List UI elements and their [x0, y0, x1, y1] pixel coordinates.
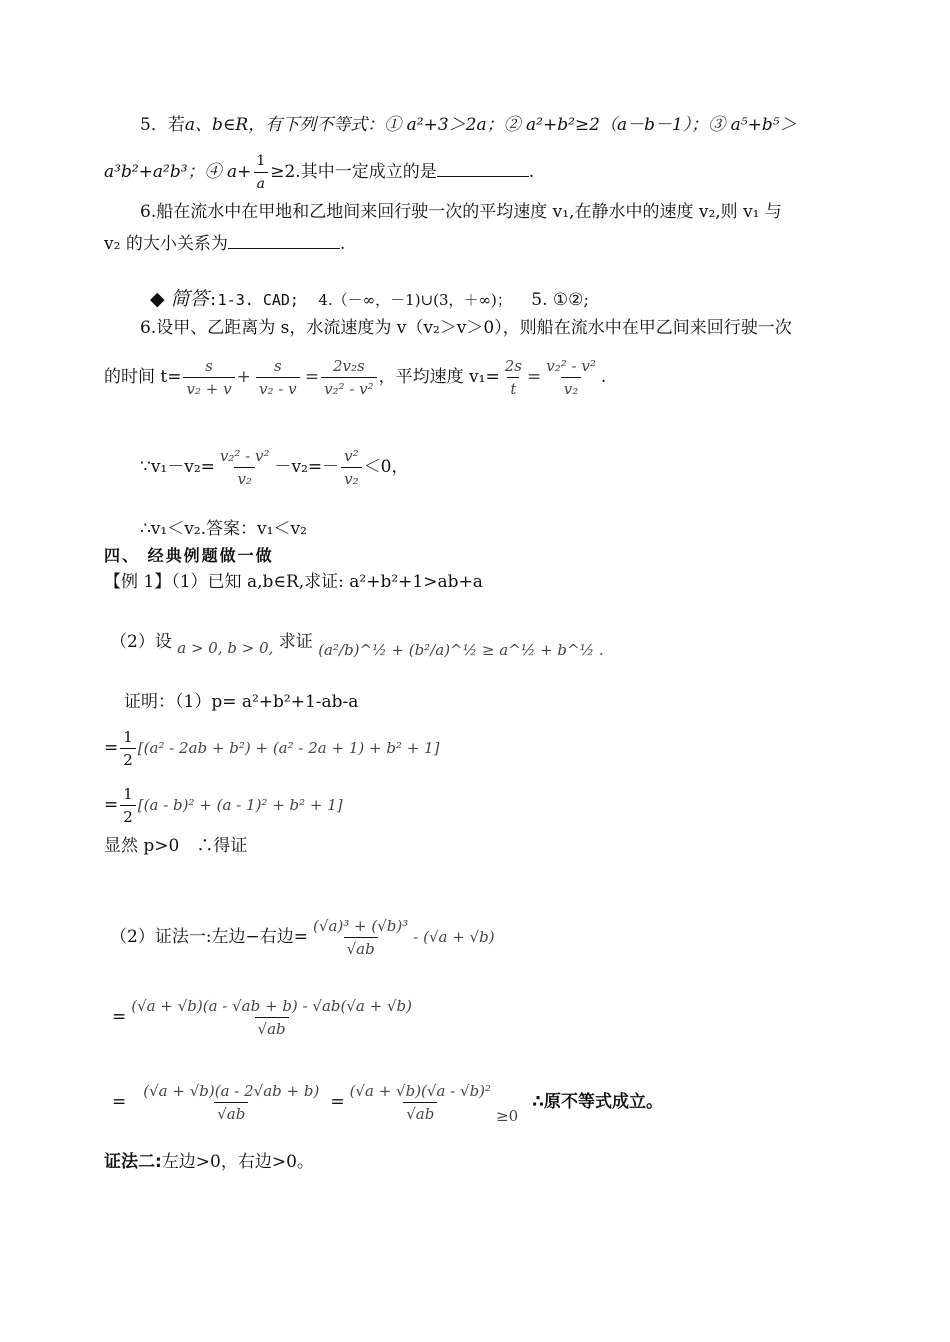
ex1-p2-frac1-num: (√a)³ + (√b)³: [313, 917, 409, 935]
ex1-p2-frac3-num: (√a + √b)(a - 2√ab + b): [143, 1082, 320, 1100]
sol6-line3: [140, 445, 409, 490]
sol6-line1-text: 6.设甲、乙距离为 s，水流速度为 v（v₂＞v＞0），则船在流水中在甲乙间来回行驶一次: [140, 318, 792, 338]
q5-frac-den: a: [254, 172, 268, 195]
ex1-half-num-1: 1: [123, 728, 133, 746]
sol6-frac6-num: v₂² - v²: [219, 447, 270, 465]
sol6-end: .: [600, 367, 607, 387]
ex1-half-num-2: 1: [123, 785, 133, 803]
sol6-line2-prefix: 的时间 t=: [104, 367, 182, 387]
sol6-frac6: [217, 445, 273, 490]
q5-frac-num: 1: [256, 153, 266, 169]
ex1-p2-line1: [110, 915, 495, 960]
ex1-p2-frac4: [347, 1080, 494, 1125]
sol6-line3-end: ＜0，: [363, 457, 409, 477]
ex1-part2-expr: (a²/b)^½ + (b²/a)^½ ≥ a^½ + b^½ .: [318, 641, 604, 659]
q5-line2-b: ≥2.其中一定成立的是: [270, 162, 437, 182]
brief-text2: 4.（－∞，－1)∪(3，＋∞)；: [318, 291, 512, 309]
sol6-frac6-den: v₂: [234, 467, 255, 490]
sol6-line2: 的时间 t= $\frac{s}{\text{v₂ + v}}$ + $\frac{s}{\text{v₂ - v}}$ = $\frac{\text{2v₂s}}{\text{v₂² - v²}}$ ，平均速度 v₁= $\frac{2s}{t}$ = $\frac{\text{v₂² - v²}}{\text{v₂}}$ .: [104, 357, 607, 398]
brief-label: ◆ 简答: [150, 288, 209, 310]
sol6-frac3-den: v₂² - v²: [321, 377, 377, 400]
sol6-frac3: [321, 355, 377, 400]
ex1-p2-l3-eq2: =: [330, 1092, 345, 1112]
ex1-method2-label: 证法二:: [104, 1152, 162, 1172]
ex1-proof-l2: [104, 726, 439, 771]
ex1-p2-conclusion: ∴原不等式成立。: [532, 1092, 663, 1112]
ex1-p2-frac3: [140, 1080, 322, 1125]
ex1-part2: [110, 630, 604, 659]
ex1-p2-line2: [112, 995, 417, 1040]
ex1-p2-tail: - (√a + √b): [413, 928, 495, 946]
sol6-frac7-num: v²: [344, 447, 359, 465]
q5-answer-blank: [437, 158, 529, 177]
ex1-proof-l3: [104, 783, 343, 828]
ex1-p2-frac2: [128, 995, 415, 1040]
ex1-proof-l4: [104, 834, 247, 858]
ex1-p2-line3: [112, 1080, 663, 1125]
sol6-frac7: [341, 445, 362, 490]
sol6-frac2-num: s: [273, 357, 282, 375]
ex1-p2-frac4-den: √ab: [403, 1102, 437, 1125]
q5-line2-end: .: [528, 162, 535, 182]
brief-text3: 5. ①②;: [531, 290, 590, 310]
ex1-proof-l4-text: 显然 p>0 ∴得证: [104, 836, 248, 856]
sol6-frac1: [183, 355, 234, 400]
q6-line1: [140, 200, 782, 224]
sol6-mid: ，平均速度 v₁=: [378, 367, 500, 387]
q6-line2: [104, 230, 345, 256]
sol6-line3-prefix: ∵v₁－v₂=: [140, 457, 215, 477]
ex1-proof-label-text: 证明：（1）p= a²+b²+1-ab-a: [124, 692, 359, 712]
ex1-p2-l3-eq: =: [112, 1092, 127, 1112]
sol6-line4: [140, 517, 307, 541]
ex1-part1: [104, 570, 483, 594]
sol6-frac4-den: t: [507, 377, 519, 400]
ex1-p2-l2-eq: =: [112, 1007, 127, 1027]
ex1-part2-mid: 求证: [278, 632, 313, 652]
sol6-frac1-num: s: [205, 357, 213, 375]
ex1-method2-text: 左边>0，右边>0。: [161, 1152, 314, 1172]
q6-line2-text: v₂ 的大小关系为: [104, 234, 228, 254]
sol6-frac1-den: v₂ + v: [183, 377, 234, 400]
ex1-proof-l2-expr: [(a² - 2ab + b²) + (a² - 2a + 1) + b² + 1]: [137, 739, 440, 757]
sol6-frac5: [543, 355, 599, 400]
q5-line1-text: a、b∈R，有下列不等式：① a²+3＞2a；② a²+b²≥2（a－b－1）；③ a⁵+b⁵＞: [184, 115, 797, 135]
q5-line2: [104, 150, 534, 195]
sol6-line1: [140, 316, 792, 340]
q5-prefix: 5．若: [140, 115, 185, 135]
sol6-frac4-num: 2s: [504, 357, 522, 375]
sol6-frac5-den: v₂: [561, 377, 582, 400]
ex1-half-den-1: 2: [120, 748, 136, 771]
sol6-frac5-num: v₂² - v²: [546, 357, 596, 375]
sol6-frac2-den: v₂ - v: [256, 377, 300, 400]
sol6-plus: +: [236, 367, 251, 387]
sol6-line3-mid: －v₂=－: [274, 457, 340, 477]
ex1-p2-prefix: （2）证法一:左边−右边=: [110, 927, 309, 947]
brief-answers: [150, 287, 589, 312]
sol6-eq: =: [304, 367, 320, 387]
ex1-p2-frac1-den: √ab: [344, 937, 378, 960]
section-title: 四、 经典例题做一做: [104, 546, 274, 565]
q6-answer-blank: [228, 230, 340, 249]
q5-line1: [140, 113, 797, 137]
sol6-frac3-num: 2v₂s: [332, 357, 365, 375]
ex1-half-frac-2: [120, 783, 136, 828]
ex1-p2-frac1: [310, 915, 411, 960]
q6-line2-end: .: [339, 234, 346, 254]
q5-fraction: [253, 150, 268, 195]
ex1-half-den-2: 2: [120, 805, 136, 828]
ex1-proof-l2-eq: =: [104, 738, 119, 758]
ex1-p2-frac3-den: √ab: [214, 1102, 248, 1125]
q5-line2-a: a³b²+a²b³；④ a+: [104, 162, 252, 182]
ex1-p2-frac2-num: (√a + √b)(a - √ab + b) - √ab(√a + √b): [131, 997, 412, 1015]
ex1-p2-frac2-den: √ab: [255, 1017, 289, 1040]
ex1-part2-cond: a > 0, b > 0,: [177, 639, 274, 657]
ex1-proof-label: [124, 690, 358, 714]
ex1-method2: [104, 1150, 314, 1174]
ex1-part2-prefix: （2）设: [110, 632, 172, 652]
ex1-proof-l3-eq: =: [104, 795, 119, 815]
ex1-p2-ge: ≥0: [496, 1107, 519, 1125]
brief-text1: :1-3. CAD;: [208, 291, 299, 309]
sol6-line4-text: ∴v₁＜v₂.答案：v₁＜v₂: [140, 519, 307, 539]
q6-line1-text: 6.船在流水中在甲地和乙地间来回行驶一次的平均速度 v₁,在静水中的速度 v₂,则 v₁ 与: [140, 202, 782, 222]
sol6-frac2: [253, 355, 303, 400]
ex1-proof-l3-expr: [(a - b)² + (a - 1)² + b² + 1]: [137, 796, 343, 814]
sol6-frac4: [502, 355, 525, 400]
ex1-half-frac-1: [120, 726, 136, 771]
ex1-part1-text: 【例 1】（1）已知 a,b∈R,求证: a²+b²+1>ab+a: [104, 572, 483, 592]
ex1-p2-frac4-num: (√a + √b)(√a - √b)²: [349, 1082, 492, 1100]
sol6-frac7-den: v₂: [341, 467, 362, 490]
